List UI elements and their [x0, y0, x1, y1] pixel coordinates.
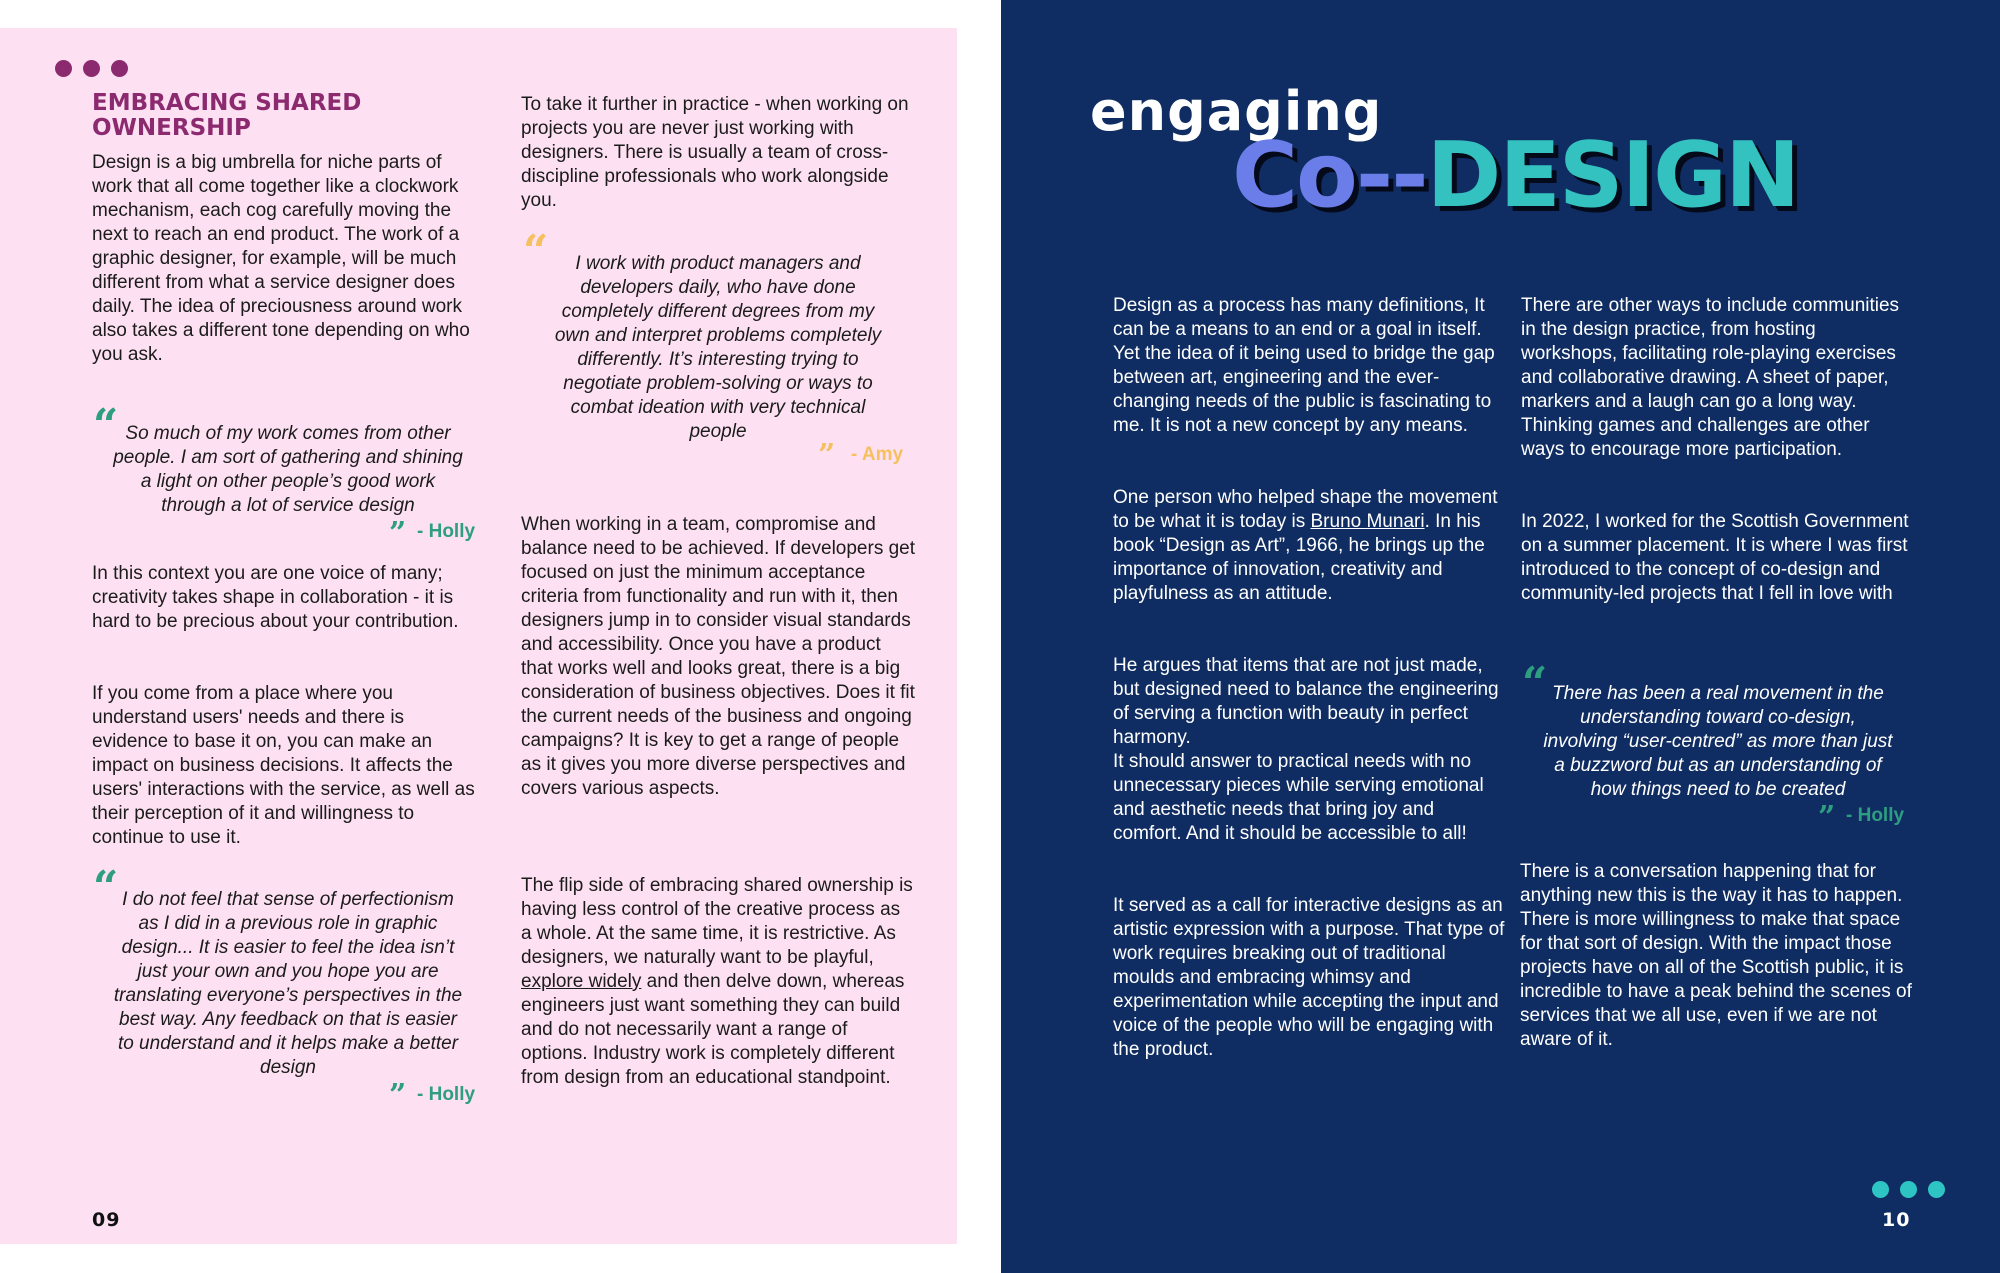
open-quote-icon: “ — [93, 400, 119, 451]
quote-attribution: - Holly — [417, 1084, 476, 1105]
dot-icon — [1872, 1181, 1889, 1198]
right-col2-paragraph-1: There are other ways to include communities in the design practice, from hosting workshops, facilitating role-playing exercises and collaborative drawing. A sheet of paper, markers and a laugh can go a long way. Thinking games and challenges are other ways to encourage more participation. — [1521, 295, 1900, 460]
right-col1-paragraph-1: Design as a process has many definitions, It can be a means to an end or a goal in itself. Yet the idea of it being used to bridge the gap between art, engineering and the ever-changing needs of the public is fascinating to me. It is not a new concept by any means. — [1113, 295, 1495, 436]
title-co: Co — [1232, 123, 1356, 228]
right-col1-paragraph-2 — [1113, 486, 1507, 606]
paragraph-text: . In his book “Design as Art”, 1966, he brings up the importance of innovation, creativity and playfulness as an attitude. — [1113, 511, 1485, 604]
left-col1-quote-2: I do not feel that sense of perfectionism as I did in a previous role in graphic design... It is easier to feel the idea isn’t just your own and you hope you are translating everyone’s perspectives in the best way. Any feedback on that is easier to understand and it helps make a better design — [113, 889, 463, 1078]
section-heading: EMBRACING SHARED OWNERSHIP — [92, 90, 362, 141]
left-col1-paragraph-3: If you come from a place where you understand users' needs and there is evidence to base it on, you can make an impact on business decisions. It affects the users' interactions with the service, as well as their perception of it and willingness to continue to use it. — [92, 683, 475, 848]
right-col1-paragraph-4: It should answer to practical needs with no unnecessary pieces while serving emotional and aesthetic needs that bring joy and comfort. And it should be accessible to all! — [1113, 751, 1484, 844]
close-quote-icon: ” — [389, 1078, 407, 1113]
dot-icon — [1900, 1181, 1917, 1198]
paragraph-text: One person who helped shape the movement to be what it is today is — [1113, 487, 1498, 532]
dot-icon — [83, 60, 100, 77]
right-col2-quote-1: There has been a real movement in the understanding toward co-design, involving “user-centred” as more than just a buzzword but as an understanding of how things need to be created — [1543, 683, 1893, 800]
left-col1-quote-1: So much of my work comes from other people. I am sort of gathering and shining a light on other people’s good work through a lot of service design — [113, 423, 463, 516]
left-col2-paragraph-1: To take it further in practice - when working on projects you are never just working with designers. There is usually a team of cross-discipline professionals who work alongside you. — [521, 94, 909, 211]
quote-attribution: - Amy — [851, 444, 904, 465]
left-col1-paragraph-1: Design is a big umbrella for niche parts of work that all come together like a clockwork mechanism, each cog carefully moving the next to reach an end product. The work of a graphic designer, for example, will be much different from what a service designer does daily. The idea of preciousness around work also takes a different tone depending on who you ask. — [92, 152, 470, 365]
bruno-munari-link[interactable]: Bruno Munari — [1310, 511, 1425, 532]
paragraph-text: The flip side of embracing shared ownership is having less control of the creative process as a whole. At the same time, it is restrictive. As designers, we naturally want to be playful, — [521, 875, 913, 968]
left-col2-quote-1: I work with product managers and developers daily, who have done completely different degrees from my own and interpret problems completely differently. It’s interesting trying to negotiate problem-solving or ways to combat ideation with very technical people — [554, 253, 882, 442]
title-dash: -- — [1355, 123, 1427, 228]
left-col1-paragraph-2: In this context you are one voice of many; creativity takes shape in collaboration - it is hard to be precious about your contribution. — [92, 563, 459, 632]
quote-attribution: - Holly — [1846, 805, 1905, 826]
right-col1-paragraph-3: He argues that items that are not just made, but designed need to balance the engineering of serving a function with beauty in perfect harmony. — [1113, 655, 1499, 748]
open-quote-icon: “ — [1522, 658, 1548, 709]
paragraph-text: and then delve down, whereas engineers just want something they can build and do not necessarily want a range of options. Industry work is completely different from design from an educational standpoint. — [521, 971, 905, 1088]
open-quote-icon: “ — [523, 226, 549, 277]
left-col2-paragraph-2: When working in a team, compromise and balance need to be achieved. If developers get focused on just the minimum acceptance criteria from functionality and run with it, then designers jump in to consider visual standards and accessibility. Once you have a product that works well and looks great, there is a big consideration of business objectives. Does it fit the current needs of the business and ongoing campaigns? It is key to get a range of people as it gives you more diverse perspectives and covers various aspects. — [521, 514, 916, 799]
title-design: DESIGN — [1426, 123, 1799, 228]
page-number-right: 10 — [1882, 1209, 1911, 1231]
explore-widely-link[interactable]: explore widely — [521, 971, 642, 992]
quote-attribution: - Holly — [417, 521, 476, 542]
title-engaging: engaging — [1090, 80, 1383, 143]
right-col2-paragraph-3: There is a conversation happening that for anything new this is the way it has to happen. There is more willingness to make that space for that sort of design. With the impact those projects have on all of the Scottish public, it is incredible to have a peak behind the scenes of services that we all use, even if we are not aware of it. — [1520, 861, 1912, 1050]
close-quote-icon: ” — [818, 438, 836, 473]
close-quote-icon: ” — [1818, 800, 1836, 835]
left-col2-paragraph-3 — [521, 874, 915, 1090]
close-quote-icon: ” — [389, 516, 407, 551]
dot-icon — [55, 60, 72, 77]
dot-icon — [1928, 1181, 1945, 1198]
open-quote-icon: “ — [93, 862, 119, 913]
dot-icon — [111, 60, 128, 77]
right-col1-paragraph-5: It served as a call for interactive designs as an artistic expression with a purpose. That type of work requires breaking out of traditional moulds and embracing whimsy and experimentation while accepting the input and voice of the people who will be engaging with the product. — [1113, 895, 1505, 1060]
page-number-left: 09 — [92, 1209, 121, 1231]
title-co-design — [1232, 123, 1799, 228]
right-col2-paragraph-2: In 2022, I worked for the Scottish Government on a summer placement. It is where I was first introduced to the concept of co-design and community-led projects that I fell in love with — [1521, 511, 1909, 604]
